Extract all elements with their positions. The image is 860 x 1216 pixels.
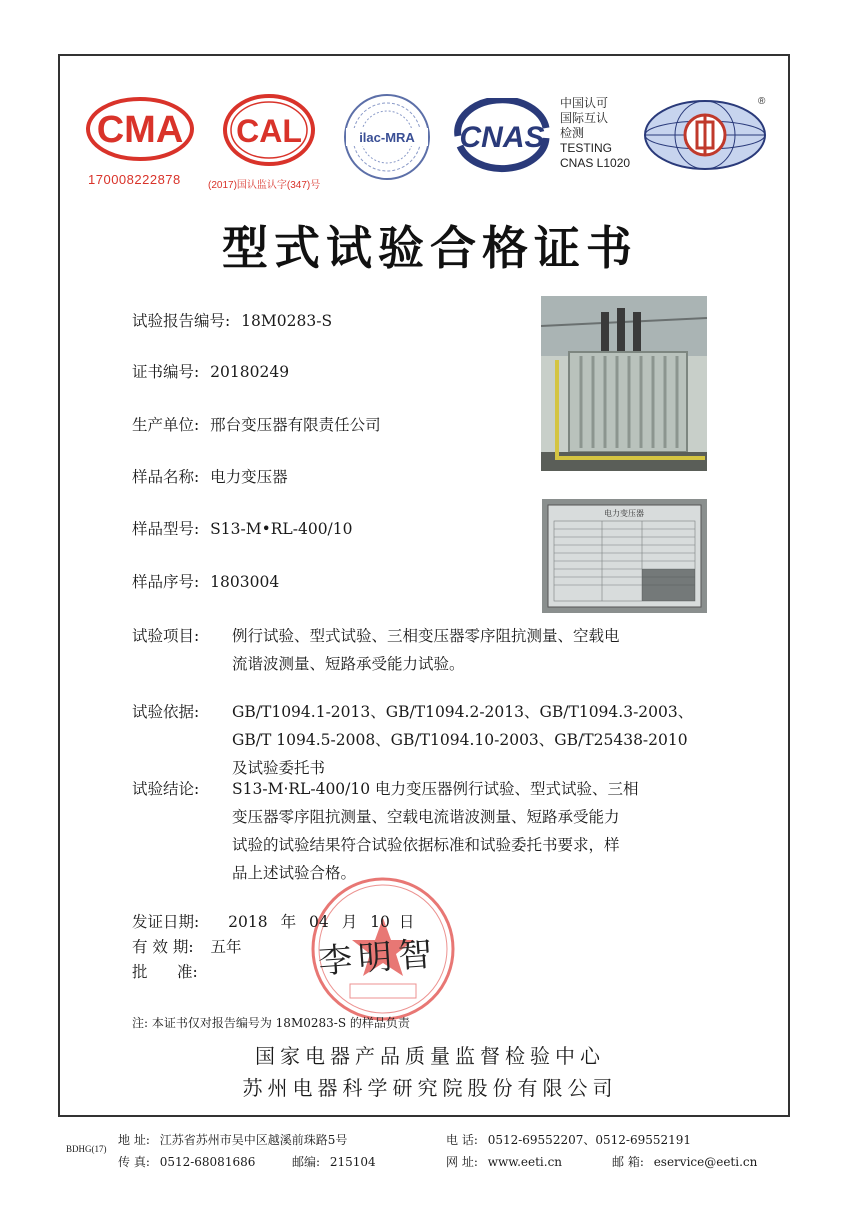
test-items-label: 试验项目: — [132, 627, 200, 645]
cert-number-row — [132, 360, 289, 382]
website-label: 网 址: — [446, 1155, 478, 1169]
maker-label: 生产单位: — [132, 416, 200, 434]
cert-number-label: 证书编号: — [132, 363, 200, 381]
model-row — [132, 517, 353, 539]
nameplate-photo — [542, 499, 707, 613]
footer-website — [446, 1153, 562, 1170]
postcode-value: 215104 — [329, 1155, 376, 1169]
issue-month: 04 — [309, 913, 329, 931]
cma-logo — [86, 96, 194, 162]
cal-logo-text: CAL — [236, 113, 302, 149]
footer-phone — [446, 1131, 691, 1148]
cnas-line: CNAS L1020 — [560, 156, 631, 170]
test-items-line: 例行试验、型式试验、三相变压器零序阻抗测量、空载电 — [232, 627, 620, 645]
report-number-label: 试验报告编号: — [132, 312, 231, 330]
sample-name-row — [132, 465, 288, 487]
globe-emblem-logo — [642, 98, 768, 172]
registered-mark: ® — [758, 96, 766, 107]
nameplate-header: 电力变压器 — [604, 509, 644, 518]
serial-row — [132, 570, 279, 592]
test-items-line: 流谐波测量、短路承受能力试验。 — [232, 655, 465, 673]
issue-day: 10 — [370, 913, 390, 931]
approver-row — [132, 960, 198, 982]
certificate-title: 型式试验合格证书 — [222, 221, 638, 275]
address-label: 地 址: — [118, 1133, 150, 1147]
issue-month-unit: 月 — [341, 913, 358, 931]
fax-value: 0512-68081686 — [159, 1155, 256, 1169]
validity-label: 有 效 期: — [132, 938, 194, 956]
cert-number-value: 20180249 — [210, 363, 290, 381]
model-label: 样品型号: — [132, 520, 200, 538]
test-basis-label: 试验依据: — [132, 703, 200, 721]
footer-fax — [118, 1153, 255, 1170]
serial-value: 1803004 — [210, 573, 280, 591]
cal-note: (2017)国认监认字(347)号 — [208, 180, 321, 191]
report-number-value: 18M0283-S — [241, 312, 333, 330]
cma-number: 170008222878 — [88, 172, 181, 187]
cnas-line: 检测 — [560, 126, 585, 140]
fax-label: 传 真: — [118, 1155, 150, 1169]
cnas-logo — [448, 98, 556, 174]
ilac-logo-text: ilac-MRA — [359, 130, 415, 145]
test-basis-line: GB/T 1094.5-2008、GB/T1094.10-2003、GB/T25438-2010 — [232, 731, 688, 749]
issue-date-row — [132, 910, 414, 932]
website-value: www.eeti.cn — [487, 1155, 563, 1169]
issue-year-unit: 年 — [280, 913, 297, 931]
validity-row — [132, 935, 242, 957]
cnas-line: TESTING — [560, 141, 613, 155]
test-basis-line: GB/T1094.1-2013、GB/T1094.2-2013、GB/T1094.3-2003、 — [232, 703, 694, 721]
cnas-accreditation-text — [560, 96, 630, 171]
conclusion-line: S13-M·RL-400/10 电力变压器例行试验、型式试验、三相 — [232, 780, 639, 798]
conclusion-line: 品上述试验合格。 — [232, 864, 357, 882]
issue-year: 2018 — [228, 913, 268, 931]
cal-logo — [222, 94, 316, 166]
issuing-center: 国家电器产品质量监督检验中心 — [255, 1044, 605, 1068]
approver-label: 批 准: — [132, 963, 198, 981]
transformer-photo — [541, 296, 707, 471]
report-number-row — [132, 309, 332, 331]
address-value: 江苏省苏州市吴中区越溪前珠路5号 — [159, 1133, 348, 1147]
form-code: BDHG(17) — [66, 1144, 107, 1154]
issue-day-unit: 日 — [398, 913, 415, 931]
cma-logo-text: CMA — [96, 109, 184, 151]
serial-label: 样品序号: — [132, 573, 200, 591]
maker-value: 邢台变压器有限责任公司 — [210, 416, 381, 434]
postcode-label: 邮编: — [292, 1155, 321, 1169]
conclusion-line: 变压器零序阻抗测量、空载电流谐波测量、短路承受能力 — [232, 808, 620, 826]
email-label: 邮 箱: — [612, 1155, 644, 1169]
email-value: eservice@eeti.cn — [653, 1155, 758, 1169]
approver-signature: 李明智 — [316, 933, 440, 983]
footer-email — [612, 1153, 757, 1170]
issuing-institute: 苏州电器科学研究院股份有限公司 — [242, 1076, 618, 1100]
test-basis-line: 及试验委托书 — [232, 759, 326, 777]
cnas-line: 中国认可 — [560, 96, 609, 110]
sample-name-value: 电力变压器 — [210, 468, 288, 486]
validity-value: 五年 — [210, 938, 242, 956]
conclusion-line: 试验的试验结果符合试验依据标准和试验委托书要求，样 — [232, 836, 620, 854]
phone-value: 0512-69552207、0512-69552191 — [487, 1133, 692, 1147]
footer-address — [118, 1131, 347, 1148]
ilac-mra-logo — [342, 92, 432, 182]
certificate-note: 注: 本证书仅对报告编号为 18M0283-S 的样品负责 — [132, 1016, 410, 1030]
maker-row — [132, 413, 381, 435]
cnas-logo-text: CNAS — [459, 121, 545, 154]
phone-label: 电 话: — [446, 1133, 478, 1147]
model-value: S13-M•RL-400/10 — [210, 520, 353, 538]
conclusion-label: 试验结论: — [132, 780, 200, 798]
issue-date-label: 发证日期: — [132, 913, 200, 931]
sample-name-label: 样品名称: — [132, 468, 200, 486]
footer-postcode — [292, 1153, 376, 1170]
cnas-line: 国际互认 — [560, 111, 609, 125]
